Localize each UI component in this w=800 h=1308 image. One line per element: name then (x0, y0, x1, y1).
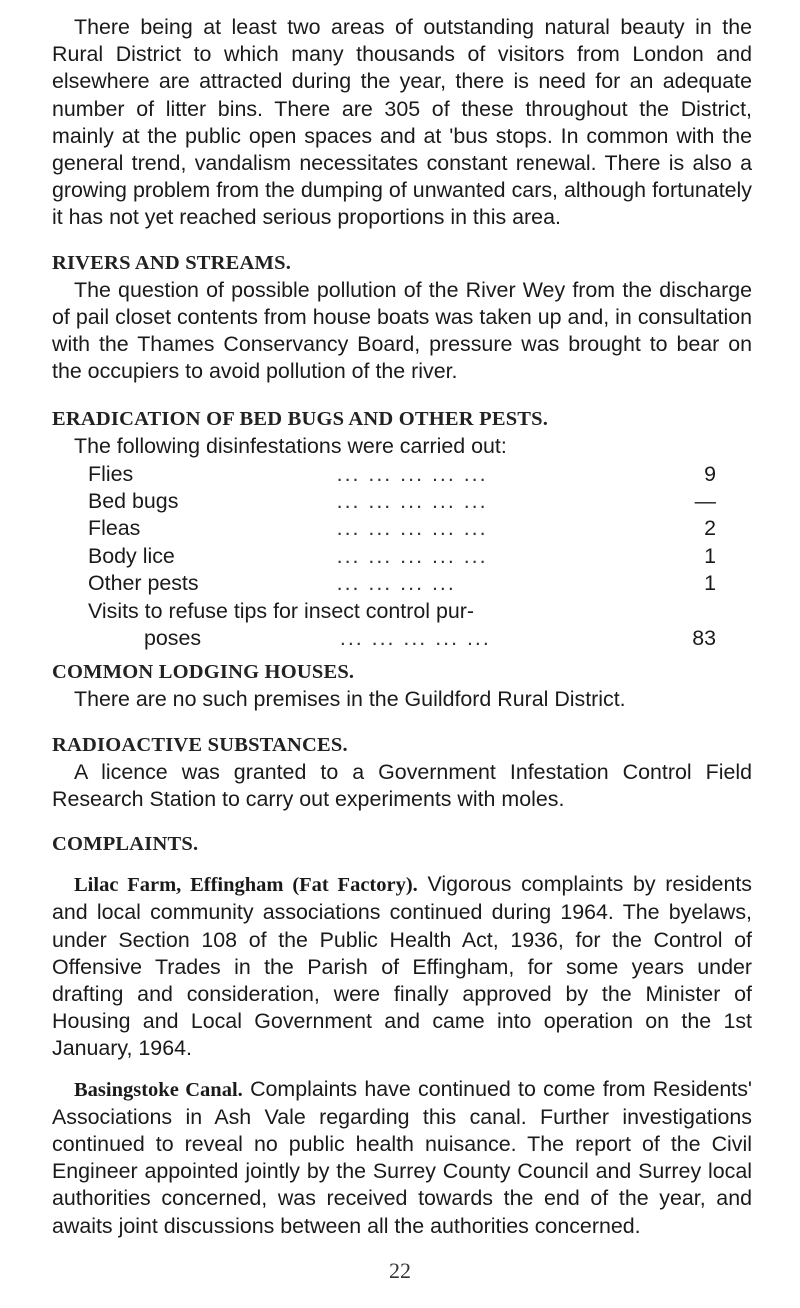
basingstoke-canal-paragraph (52, 1076, 752, 1240)
pest-count: 1 (704, 543, 716, 568)
rivers-paragraph: The question of possible pollution of the River Wey from the discharge of pail closet contents from house boats was taken up and, in consultation with the Thames Conservancy Board, pressure was brought to bear on the occupiers to avoid pollution of the river. (52, 277, 752, 384)
radioactive-heading: RADIOACTIVE SUBSTANCES. (52, 733, 348, 756)
leader-dots: ... ... ... ... ... (336, 516, 488, 541)
visits-count: 83 (692, 626, 716, 651)
intro-paragraph: There being at least two areas of outstanding natural beauty in the Rural District to which many thousands of visitors from London and elsewhere are attracted during the year, there is need for an adequate number of litter bins. There are 305 of these throughout the District, mainly at the public open spaces and at 'bus stops. In common with the general trend, vandalism necessitates constant renewal. There is also a growing problem from the dumping of unwanted cars, although fortunately it has not yet reached serious proportions in this area. (52, 15, 752, 230)
table-row (88, 625, 716, 652)
pest-count: 9 (704, 461, 716, 486)
pest-label: Body lice (88, 543, 175, 568)
lilac-farm-lead: Lilac Farm, Effingham (Fat Factory). (74, 874, 418, 897)
lilac-farm-paragraph (52, 871, 752, 1062)
leader-dots: ... ... ... ... ... (336, 543, 488, 568)
table-row (88, 570, 716, 597)
lodging-paragraph: There are no such premises in the Guildford Rural District. (74, 687, 626, 712)
pest-count: 2 (704, 516, 716, 541)
pest-label: Bed bugs (88, 489, 179, 514)
table-row (88, 488, 716, 515)
pest-label: Flies (88, 461, 134, 486)
basingstoke-canal-text: Complaints have continued to come from Residents' Associations in Ash Vale regarding this canal. Further investigations continued to reveal no public health nuisance. The report of the Civil Engineer appointed jointly by the Surrey County Council and Surrey local authorities concerned, was received towards the end of the year, and awaits joint discussions between all the authorities concerned. (52, 1076, 752, 1238)
visits-table (88, 625, 716, 652)
eradication-heading: ERADICATION OF BED BUGS AND OTHER PESTS. (52, 408, 549, 431)
leader-dots: ... ... ... ... ... (336, 489, 488, 514)
document-page (52, 14, 752, 1240)
rivers-heading: RIVERS AND STREAMS. (52, 251, 292, 274)
page-number: 22 (389, 1258, 411, 1283)
pest-count: — (694, 489, 716, 514)
visits-label-line1: Visits to refuse tips for insect control pur- (88, 598, 474, 623)
table-row (88, 515, 716, 542)
basingstoke-canal-lead: Basingstoke Canal. (74, 1078, 243, 1101)
leader-dots: ... ... ... ... ... (339, 626, 491, 651)
pest-label: Other pests (88, 571, 199, 596)
eradication-intro: The following disinfestations were carried out: (74, 434, 507, 459)
lilac-farm-text: Vigorous complaints by residents and local community associations continued during 1964. The byelaws, under Section 108 of the Public Health Act, 1936, for the Control of Offensive Trades in the Parish of Effingham, for some years under drafting and consideration, were finally approved by the Minister of Housing and Local Government and came into operation on the 1st January, 1964. (52, 872, 752, 1061)
pest-count: 1 (704, 571, 716, 596)
leader-dots: ... ... ... ... (336, 571, 456, 596)
complaints-heading: COMPLAINTS. (52, 833, 199, 856)
radioactive-paragraph: A licence was granted to a Government Infestation Control Field Research Station to carry out experiments with moles. (52, 759, 752, 811)
pest-label: Fleas (88, 516, 141, 541)
visits-label-line2: poses (144, 626, 202, 651)
leader-dots: ... ... ... ... ... (336, 461, 488, 486)
lodging-heading: COMMON LODGING HOUSES. (52, 661, 355, 684)
table-row (88, 543, 716, 570)
disinfestations-table (88, 461, 716, 598)
table-row (88, 461, 716, 488)
